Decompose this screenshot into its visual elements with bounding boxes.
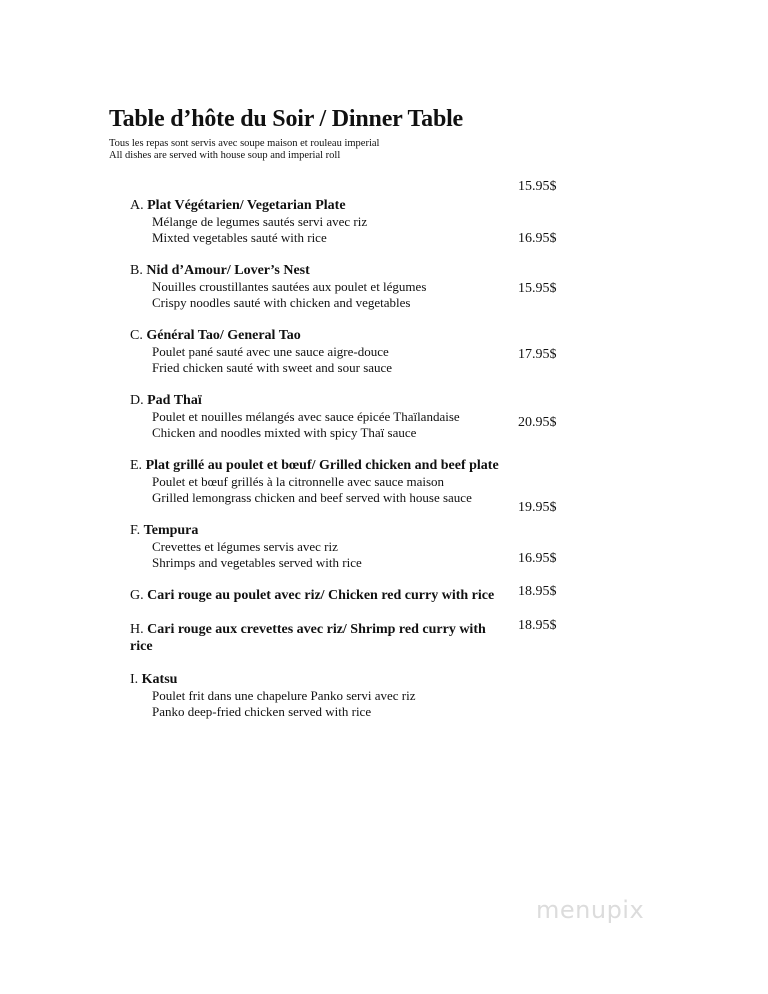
menu-item-letter: C. [130,328,143,343]
menu-item-letter: I. [130,672,139,687]
menu-item-c [130,327,510,376]
menu-item-desc-en: Crispy noodles sauté with chicken and vegetables [152,295,411,310]
menu-item-f [130,522,510,571]
price-label: 18.95$ [518,584,557,599]
menu-item-g [130,587,510,604]
menu-item-desc-fr: Poulet et nouilles mélangés avec sauce épicée Thaïlandaise [152,409,460,424]
menu-item-letter: E. [130,458,143,473]
menu-item-desc-fr: Poulet frit dans une chapelure Panko servi avec riz [152,688,416,703]
menupix-watermark: menupix [536,896,645,924]
page-title: Table d’hôte du Soir / Dinner Table [109,106,464,132]
menu-item-heading [130,327,510,344]
subtitle-english: All dishes are served with house soup and imperial roll [109,150,341,161]
menu-item-heading [130,457,510,474]
menu-item-desc-fr: Crevettes et légumes servis avec riz [152,539,338,554]
menu-item-name: Tempura [143,523,199,538]
menu-item-h [130,621,508,655]
price-label: 20.95$ [518,415,557,430]
menu-item-letter: H. [130,622,144,637]
menu-item-letter: D. [130,393,144,408]
menu-item-letter: A. [130,198,144,213]
menu-item-letter: F. [130,523,141,538]
menu-item-heading [130,522,510,539]
menu-item-name: Pad Thaï [147,393,202,408]
menu-item-i [130,671,510,720]
price-label: 16.95$ [518,231,557,246]
menu-item-letter: G. [130,588,144,603]
subtitle-french: Tous les repas sont servis avec soupe maison et rouleau imperial [109,138,380,149]
price-label: 19.95$ [518,500,557,515]
menu-item-desc-fr: Poulet pané sauté avec une sauce aigre-douce [152,344,389,359]
menu-item-name: Katsu [141,672,178,687]
menu-item-desc-en: Shrimps and vegetables served with rice [152,555,362,570]
menu-item-name: Plat Végétarien/ Vegetarian Plate [147,198,346,213]
menu-item-heading [130,197,510,214]
menu-item-desc-en: Mixted vegetables sauté with rice [152,230,327,245]
menu-item-desc-en: Grilled lemongrass chicken and beef served with house sauce [152,490,472,505]
menu-item-desc-fr: Nouilles croustillantes sautées aux poulet et légumes [152,279,427,294]
menu-item-desc-fr: Poulet et bœuf grillés à la citronnelle avec sauce maison [152,474,445,489]
menu-item-heading [130,621,508,655]
menu-item-name: Cari rouge aux crevettes avec riz/ Shrimp red curry with rice [130,622,486,654]
menu-item-b [130,262,510,311]
menu-item-heading [130,587,510,604]
menu-item-name: Plat grillé au poulet et bœuf/ Grilled chicken and beef plate [145,458,499,473]
menu-item-desc-en: Panko deep-fried chicken served with rice [152,704,372,719]
price-label: 15.95$ [518,281,557,296]
menu-item-name: Cari rouge au poulet avec riz/ Chicken red curry with rice [147,588,495,603]
menu-item-name: Nid d’Amour/ Lover’s Nest [146,263,310,278]
menu-item-heading [130,392,510,409]
price-label: 15.95$ [518,179,557,194]
price-label: 17.95$ [518,347,557,362]
price-label: 16.95$ [518,551,557,566]
menu-item-a [130,197,510,246]
menu-item-heading [130,671,510,688]
menu-item-d [130,392,510,441]
menu-item-letter: B. [130,263,143,278]
menu-item-e [130,457,510,506]
price-label: 18.95$ [518,618,557,633]
menu-item-name: Général Tao/ General Tao [146,328,301,343]
menu-item-heading [130,262,510,279]
menu-item-desc-en: Chicken and noodles mixted with spicy Thaï sauce [152,425,417,440]
menu-item-desc-fr: Mélange de legumes sautés servi avec riz [152,214,368,229]
menu-item-desc-en: Fried chicken sauté with sweet and sour sauce [152,360,393,375]
